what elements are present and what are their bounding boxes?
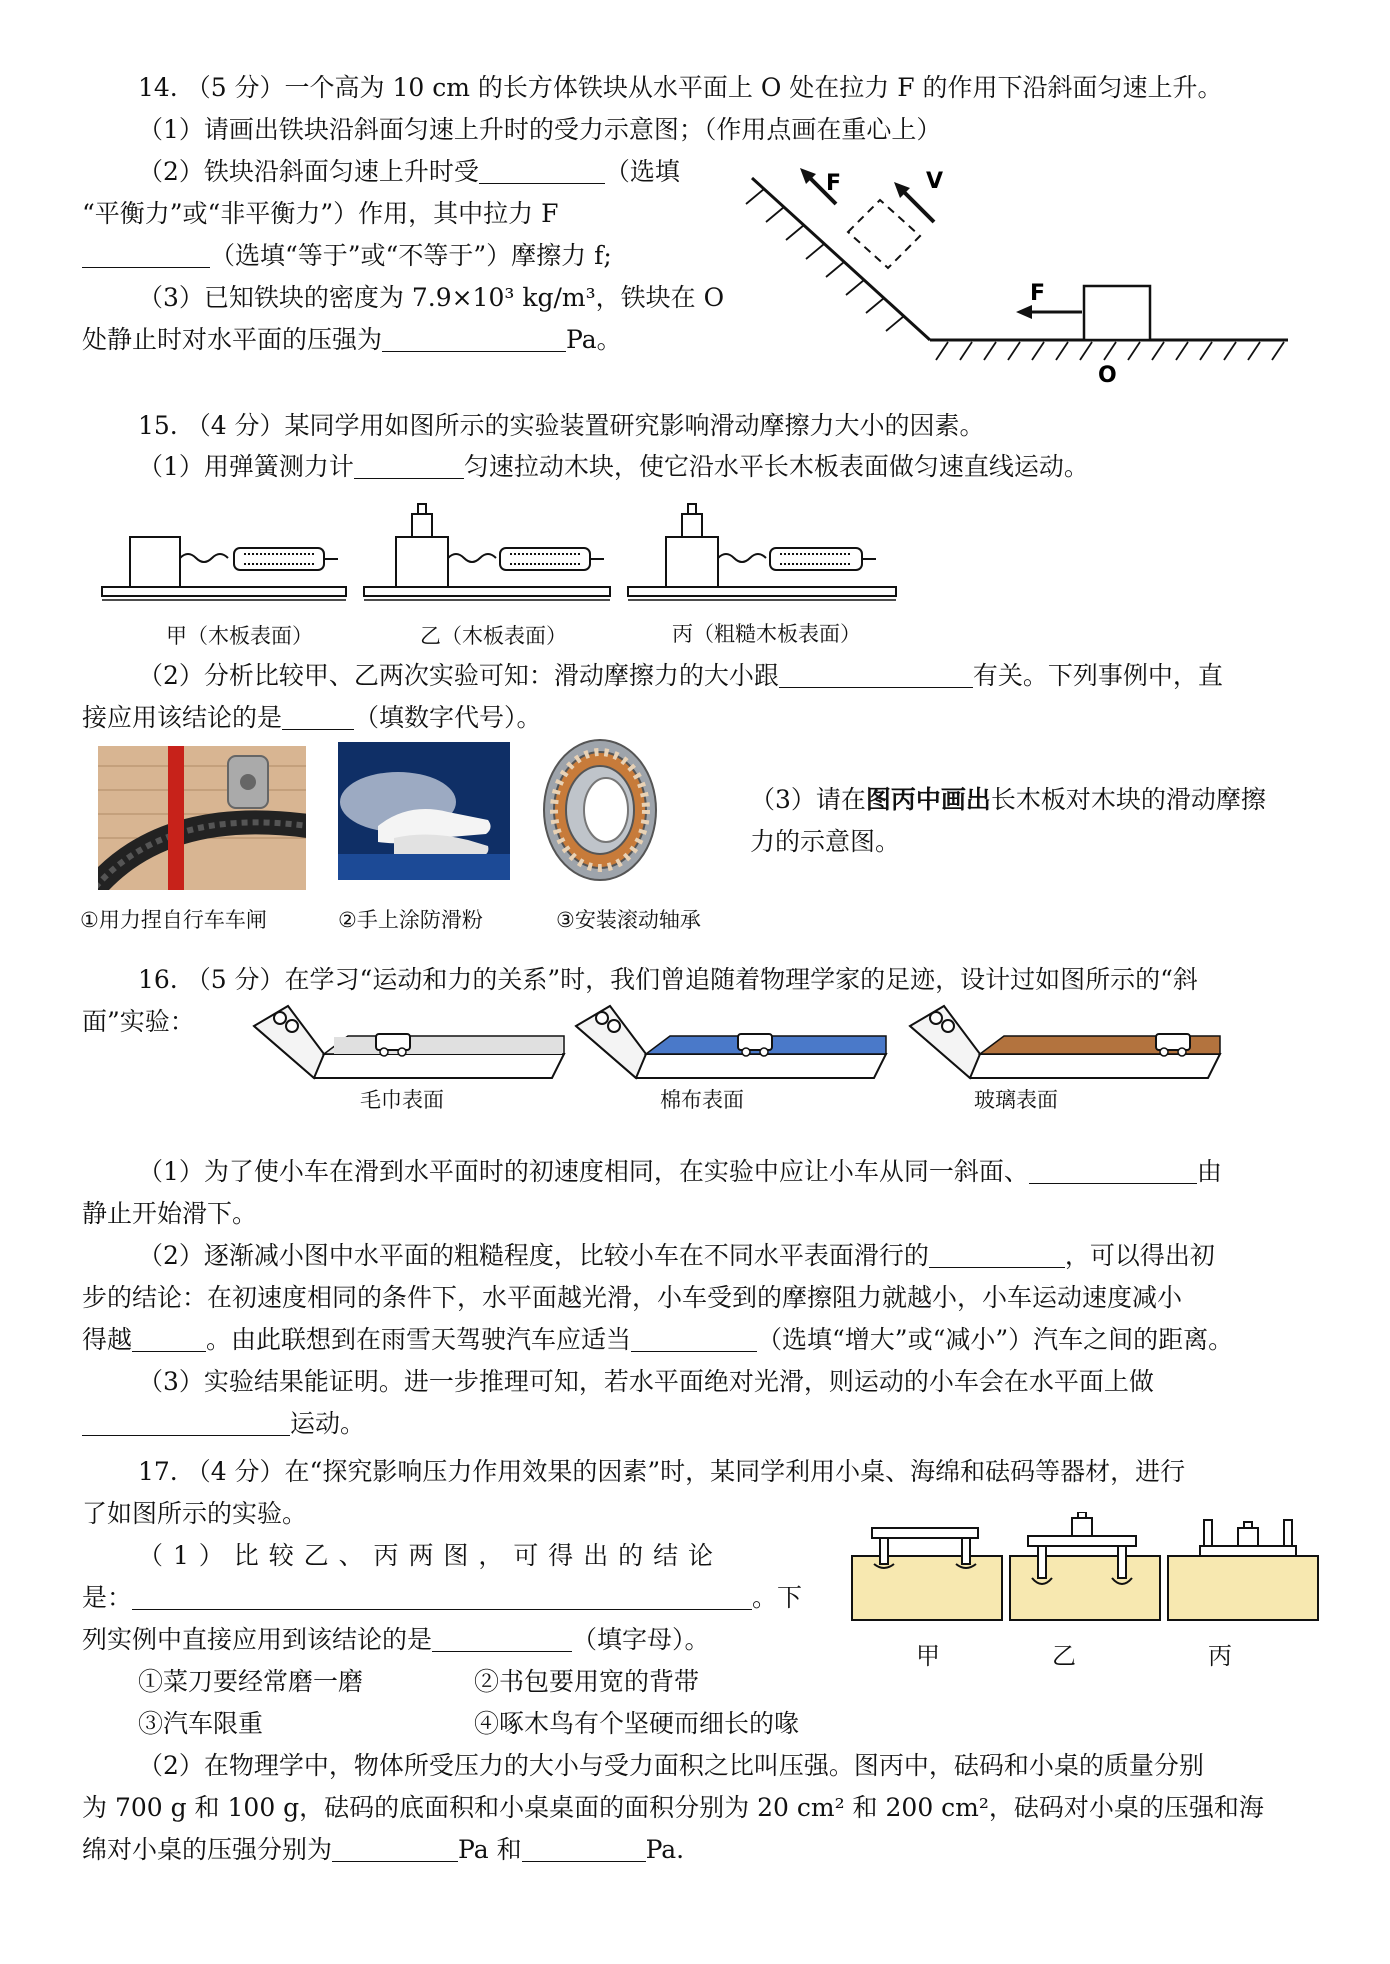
board [102,587,346,596]
photo-label-2: ②手上涂防滑粉 [338,908,483,932]
anti-slip-powder-photo [338,742,510,880]
setup-yi [1010,1512,1160,1620]
q16-incline-figure [250,996,1230,1082]
weight [682,514,702,537]
q17-stem: 17. （4 分）在“探究影响压力作用效果的因素”时，某同学利用小桌、海绵和砝码等器材，进行 [138,1457,1186,1486]
surface-label-glass: 玻璃表面 [974,1088,1058,1112]
q16-part3-line2: 运动。 [82,1408,365,1440]
q17-part2-line2: 为 700 g 和 100 g，砝码的底面积和小桌桌面的面积分别为 20 cm² 和 200 cm²，砝码对小桌的压强和海 [82,1793,1264,1822]
answer-blank[interactable] [132,1327,206,1352]
q17-part1-line1: （ 1 ） 比 较 乙 、 丙 两 图 ， 可 得 出 的 结 论 [138,1541,715,1570]
wood-block [130,537,180,587]
answer-blank[interactable] [382,327,566,352]
q15-part3-line2: 力的示意图。 [750,827,901,856]
q16-part2-line1: （2）逐渐减小图中水平面的粗糙程度，比较小车在不同水平表面滑行的 ，可以得出初 [138,1241,1215,1270]
setup-label-jia: 甲（木板表面） [166,624,313,648]
setup-yi [364,504,610,600]
surface-label-cotton: 棉布表面 [660,1088,744,1112]
answer-blank[interactable] [631,1327,757,1352]
weight [412,514,432,537]
rough-board [628,587,896,596]
q14-part1: （1）请画出铁块沿斜面匀速上升时的受力示意图；（作用点画在重心上） [138,115,942,144]
answer-blank[interactable] [82,243,210,268]
q14-part3-line2: 处静止时对水平面的压强为 Pa。 [82,325,622,354]
answer-blank[interactable] [282,705,354,730]
weight [1238,1528,1258,1546]
q14-part3-line1: （3）已知铁块的密度为 7.9×10³ kg/m³，铁块在 O [138,283,725,312]
setup-bing [628,504,896,600]
q15-setup-figure [96,492,906,612]
setup-jia [852,1528,1002,1620]
q16-stem: 16. （5 分）在学习“运动和力的关系”时，我们曾追随着物理学家的足迹，设计过如图所示的“斜 [138,965,1198,994]
setup-label-bing: 丙（粗糙木板表面） [672,622,861,646]
q16-part2-line2: 步的结论：在初速度相同的条件下，水平面越光滑，小车受到的摩擦阻力就越小，小车运动速度减小 [82,1283,1183,1312]
setup-towel [254,1006,564,1078]
q16-part3-line1: （3）实验结果能证明。进一步推理可知，若水平面绝对光滑，则运动的小车会在水平面上做 [138,1367,1154,1396]
surface-label-towel: 毛巾表面 [360,1088,444,1112]
setup-jia [102,537,346,600]
q14-incline-figure [740,160,1300,390]
q15-part1: （1）用弹簧测力计 匀速拉动木块，使它沿水平长木板表面做匀速直线运动。 [138,452,1089,481]
bicycle-brake-photo [98,746,306,890]
table-top-inverted [1200,1546,1296,1556]
q16-part2-line3: 得越 。由此联想到在雨雪天驾驶汽车应适当 （选填“增大”或“减小”）汽车之间的距离。 [82,1325,1234,1354]
answer-blank[interactable] [1029,1159,1197,1184]
q15-stem: 15. （4 分）某同学用如图所示的实验装置研究影响滑动摩擦力大小的因素。 [138,411,985,440]
q17-sponge-figure [848,1512,1328,1624]
fig-label-jia: 甲 [916,1642,940,1670]
q14-stem: 14. （5 分）一个高为 10 cm 的长方体铁块从水平面上 O 处在拉力 F 的作用下沿斜面匀速上升。 [138,73,1223,102]
answer-blank[interactable] [332,1837,458,1862]
q15-part2-line2: 接应用该结论的是 （填数字代号）。 [82,703,542,732]
photo-label-3: ③安装滚动轴承 [556,908,701,932]
svg-text:F: F [826,171,842,196]
answer-blank[interactable] [929,1243,1065,1268]
q17-stem-cont: 了如图所示的实验。 [82,1499,308,1528]
fig-label-yi: 乙 [1052,1642,1076,1670]
spring-scale [500,548,590,570]
weight [1072,1518,1092,1536]
q17-option-4: ④啄木鸟有个坚硬而细长的喙 [474,1709,800,1738]
q14-part2-line1: （2）铁块沿斜面匀速上升时受 （选填 [138,157,680,186]
setup-cotton [576,1006,886,1078]
sponge [1168,1556,1318,1620]
photo-label-1: ①用力捏自行车车闸 [80,908,267,932]
answer-blank[interactable] [354,454,464,479]
setup-bing [1168,1520,1318,1620]
wood-block [396,537,448,587]
answer-blank[interactable] [432,1627,572,1652]
q16-part1-line2: 静止开始滑下。 [82,1199,258,1228]
q15-part2-line1: （2）分析比较甲、乙两次实验可知：滑动摩擦力的大小跟 有关。下列事例中，直 [138,661,1223,690]
q14-part2-line3: （选填“等于”或“不等于”）摩擦力 f; [82,240,612,272]
q15-part3-line1: （3）请在图丙中画出长木板对木块的滑动摩擦 [750,785,1266,814]
answer-blank[interactable] [132,1585,752,1610]
table-top [872,1528,978,1538]
wood-block [666,537,718,587]
spring-scale [234,548,324,570]
q17-option-1: ①菜刀要经常磨一磨 [138,1667,364,1696]
board [364,587,610,596]
svg-text:O: O [1098,363,1117,388]
rolling-bearing-photo [540,736,660,884]
answer-blank[interactable] [82,1411,290,1436]
svg-text:V: V [926,169,944,194]
table-top [1028,1536,1136,1546]
sponge [1010,1556,1160,1620]
answer-blank[interactable] [479,159,605,184]
q16-part1-line1: （1）为了使小车在滑到水平面时的初速度相同，在实验中应让小车从同一斜面、 由 [138,1157,1222,1186]
q17-option-3: ③汽车限重 [138,1709,264,1738]
block-on-incline-dashed [848,200,920,268]
q14-part2-line2: “平衡力”或“非平衡力”）作用，其中拉力 F [82,199,559,228]
fig-label-bing: 丙 [1208,1642,1232,1670]
q17-part2-line3: 绵对小桌的压强分别为 Pa 和 Pa. [82,1835,685,1864]
q17-part1-line3: 列实例中直接应用到该结论的是 （填字母）。 [82,1625,710,1654]
ground-hatching [936,342,1284,360]
answer-blank[interactable] [779,663,973,688]
setup-glass [910,1006,1220,1078]
block-on-ground [1084,286,1150,340]
svg-text:F: F [1030,281,1046,306]
q17-part2-line1: （2）在物理学中，物体所受压力的大小与受力面积之比叫压强。图丙中，砝码和小桌的质量分别 [138,1751,1204,1780]
q16-stem-cont: 面”实验： [82,1007,195,1036]
setup-label-yi: 乙（木板表面） [420,624,567,648]
q17-part1-line2: 是： 。下 [82,1583,803,1612]
q17-option-2: ②书包要用宽的背带 [474,1667,700,1696]
spring-scale [770,548,862,570]
answer-blank[interactable] [522,1837,646,1862]
